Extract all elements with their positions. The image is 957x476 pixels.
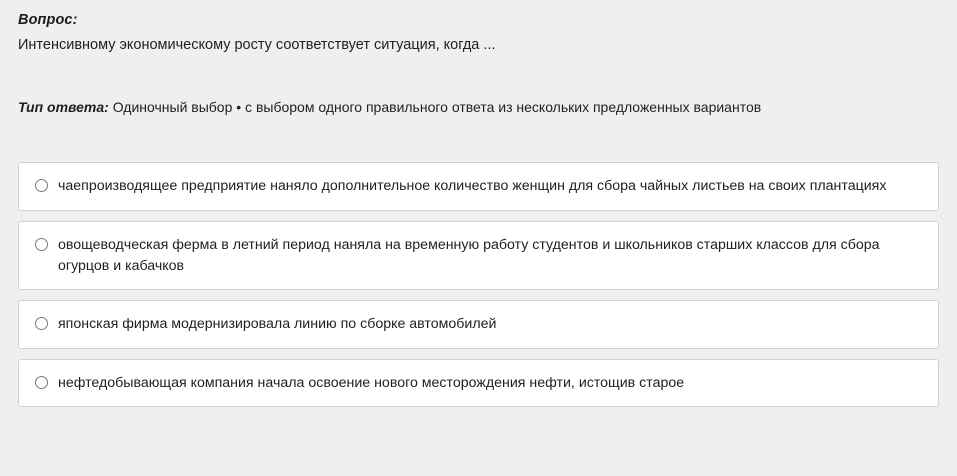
option-label: чаепроизводящее предприятие наняло дополнительное количество женщин для сбора чайных листьев на своих плантациях: [58, 178, 887, 195]
option-item[interactable]: [18, 162, 939, 211]
question-block: [18, 12, 939, 56]
radio-button-icon[interactable]: [35, 238, 48, 251]
option-label: японская фирма модернизировала линию по сборке автомобилей: [58, 316, 497, 333]
option-label: овощеводческая ферма в летний период наняла на временную работу студентов и школьников старших классов для сбора огурцов и кабачков: [58, 237, 880, 274]
question-text: Интенсивному экономическому росту соответствует ситуация, когда ...: [18, 37, 496, 53]
radio-button-icon[interactable]: [35, 179, 48, 192]
radio-button-icon[interactable]: [35, 376, 48, 389]
option-item[interactable]: [18, 359, 939, 408]
option-label: нефтедобывающая компания начала освоение нового месторождения нефти, истощив старое: [58, 374, 685, 391]
answer-type-row: [18, 98, 939, 117]
option-item[interactable]: [18, 300, 939, 349]
question-label: Вопрос:: [18, 12, 78, 28]
answer-type-label: Тип ответа:: [18, 98, 109, 115]
option-item[interactable]: [18, 221, 939, 290]
options-list: [18, 162, 939, 407]
answer-type-value: Одиночный выбор • с выбором одного правильного ответа из нескольких предложенных вариантов: [112, 98, 762, 115]
radio-button-icon[interactable]: [35, 317, 48, 330]
